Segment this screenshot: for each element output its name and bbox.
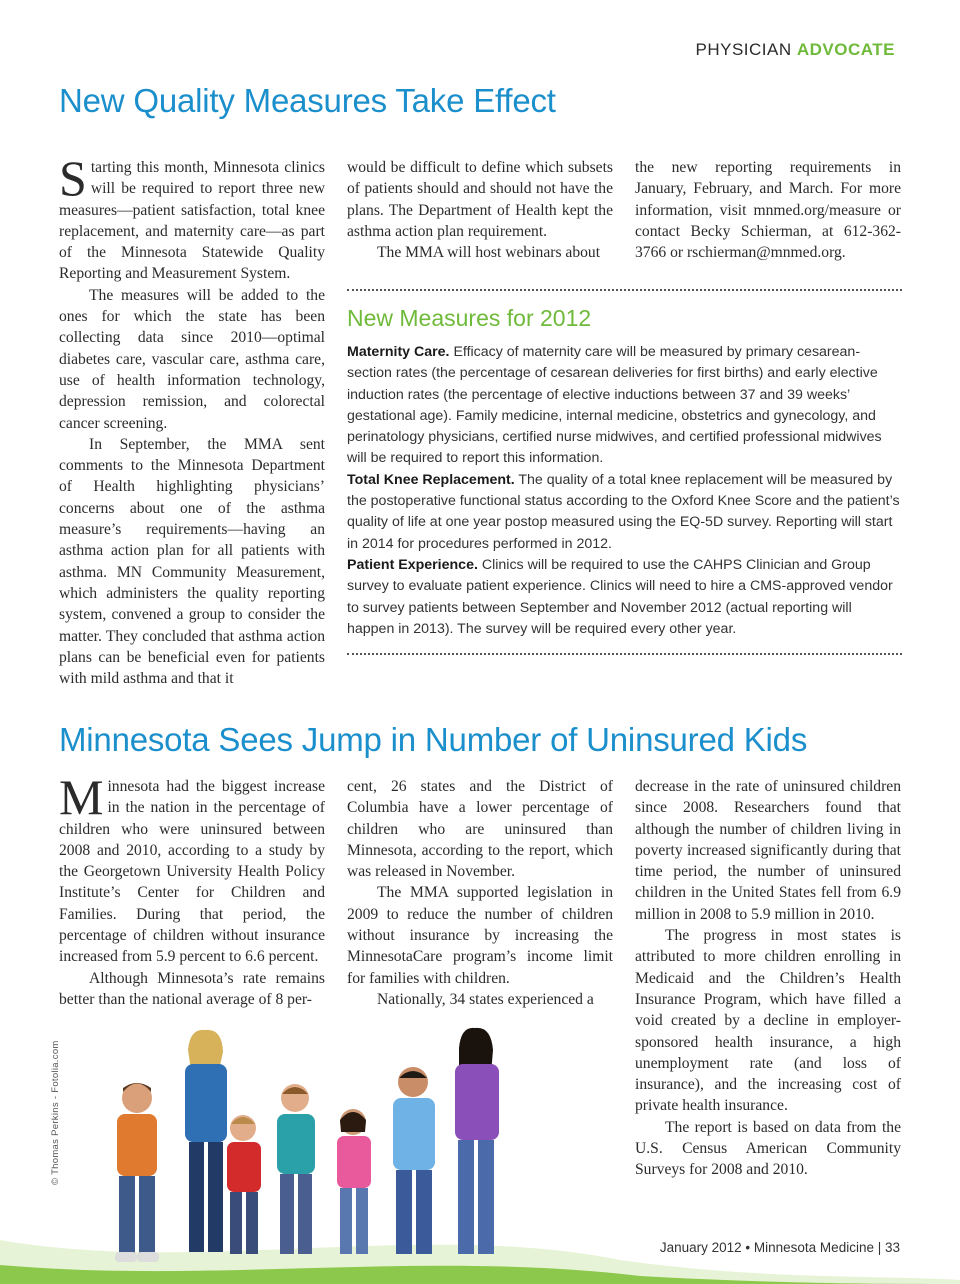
- sidebar-item-label: Patient Experience.: [347, 556, 478, 573]
- article-2-column-3: [635, 776, 901, 1181]
- section-label-accent: ADVOCATE: [796, 40, 895, 59]
- drop-cap: S: [59, 150, 87, 206]
- page-footer: January 2012 • Minnesota Medicine | 33: [659, 1240, 900, 1255]
- article-1-paragraph-3: In September, the MMA sent comments to the Minnesota Department of Health highlighting physicians’ concerns about one of the asthma measure’s requirements—having an asthma action plan for all patients with asthma. MN Community Measurement, which administers the quality reporting system, convened a group to consider the matter. They concluded that asthma action plans can be beneficial even for patients with mild asthma and that it: [59, 435, 325, 688]
- article-1-column-2: [347, 157, 613, 263]
- child-figure: [227, 1115, 261, 1254]
- article-2-paragraph-1: [59, 769, 325, 968]
- child-figure: [455, 1028, 499, 1254]
- article-2-headline: Minnesota Sees Jump in Number of Uninsured Kids: [59, 721, 808, 758]
- drop-cap: M: [59, 769, 104, 825]
- child-figure: [393, 1067, 435, 1254]
- sidebar-item-text: The quality of a total knee replacement will be measured by the postoperative functional status according to the Oxford Knee Score and the patient’s quality of life at one year postop measured using the EQ-5D survey. Reporting will start in 2014 for procedures performed in 2012.: [347, 471, 900, 552]
- article-1-column-3: [635, 157, 901, 263]
- article-1-paragraph-1-text: tarting this month, Minnesota clinics will be required to report three new measures—patient satisfaction, total knee replacement, and maternity care—as part of the Minnesota Statewide Quality Reporting and Measurement System.: [59, 159, 325, 283]
- article-2-column-2: [347, 776, 613, 1010]
- sidebar-item-text: Clinics will be required to use the CAHPS Clinician and Group survey to evaluate patient experience. Clinics will need to hire a CMS-approved vendor to survey patients between September and November 2012 (actual reporting will happen in 2013). The survey will be required every other year.: [347, 556, 893, 637]
- sidebar-item-label: Maternity Care.: [347, 344, 450, 360]
- article-2-paragraph-4-cont: decrease in the rate of uninsured children since 2008. Researchers found that although the number of children living in poverty increased significantly during that time period, the number of uninsured children in the United States fell from 6.9 million in 2008 to 5.9 million in 2010.: [635, 778, 901, 923]
- article-2-paragraph-4: Nationally, 34 states experienced a: [377, 990, 594, 1008]
- article-1-paragraph-3-cont: would be difficult to define which subsets of patients should and should not have the plans. The Department of Health kept the asthma action plan requirement.: [347, 159, 613, 240]
- sidebar-title: New Measures for 2012: [347, 305, 592, 331]
- article-2-paragraph-3: The MMA supported legislation in 2009 to reduce the number of children without insurance by increasing the MinnesotaCare program’s income limit for families with children.: [347, 884, 613, 987]
- article-2-paragraph-1-text: innesota had the biggest increase in the nation in the percentage of children who were uninsured between 2008 and 2010, according to a study by the Georgetown University Health Policy Institute’s Center for Children and Families. During that period, the percentage of children without insurance increased from 5.9 percent to 6.6 percent.: [59, 778, 325, 966]
- article-1-headline: New Quality Measures Take Effect: [59, 82, 556, 119]
- sidebar-item-text: Efficacy of maternity care will be measured by primary cesarean-section rates (the percentage of cesarean deliveries for first births) and early elective induction rates (the percentage of elective inductions between 37 and 39 weeks’ gestational age). Family medicine, internal medicine, obstetrics and gynecology, and perinatology physicians, certified nurse midwives, and certified professional midwives will be required to report this information.: [347, 344, 882, 467]
- photo-credit: © Thomas Perkins - Fotolia.com: [50, 1040, 61, 1185]
- article-2-column-1: [59, 769, 325, 1010]
- child-figure: [337, 1109, 371, 1254]
- article-2-paragraph-5: The progress in most states is attributed to more children enrolling in Medicaid and the Children’s Health Insurance Program, which have filled a void created by a decline in employer-sponsored health insurance, a high unemployment rate (and loss of insurance), and the increasing cost of private health insurance.: [635, 927, 901, 1115]
- sidebar-item-label: Total Knee Replacement.: [347, 471, 515, 488]
- child-figure: [277, 1084, 315, 1254]
- article-1-paragraph-4-cont: the new reporting requirements in January, February, and March. For more information, visit mnmed.org/measure or contact Becky Schierman, at 612-362-3766 or rschierman@mnmed.org.: [635, 159, 901, 262]
- children-photo: [95, 1020, 535, 1284]
- article-1-paragraph-1: [59, 150, 325, 285]
- article-2-paragraph-6: The report is based on data from the U.S. Census American Community Surveys for 2008 and 2010.: [635, 1118, 901, 1179]
- child-figure: [115, 1083, 159, 1262]
- sidebar-item-patient-experience: [347, 555, 902, 640]
- section-label-prefix: PHYSICIAN: [695, 40, 792, 59]
- child-figure: [185, 1030, 227, 1252]
- article-1-paragraph-2: The measures will be added to the ones for which the state has been collecting data since 2010—optimal diabetes care, vascular care, asthma care, use of health information technology, depression remission, and colorectal cancer screening.: [59, 286, 325, 432]
- article-2-paragraph-2-cont: cent, 26 states and the District of Columbia have a lower percentage of children who are uninsured than Minnesota, according to the report, which was released in November.: [347, 778, 613, 881]
- article-1-column-1: [59, 150, 325, 689]
- article-1-paragraph-4: The MMA will host webinars about: [377, 244, 601, 262]
- sidebar-item-maternity: [347, 342, 902, 470]
- new-measures-sidebar: [347, 289, 902, 655]
- article-2-paragraph-2: Although Minnesota’s rate remains better than the national average of 8 per-: [59, 969, 325, 1008]
- sidebar-item-knee: [347, 470, 902, 555]
- section-label: [695, 40, 895, 60]
